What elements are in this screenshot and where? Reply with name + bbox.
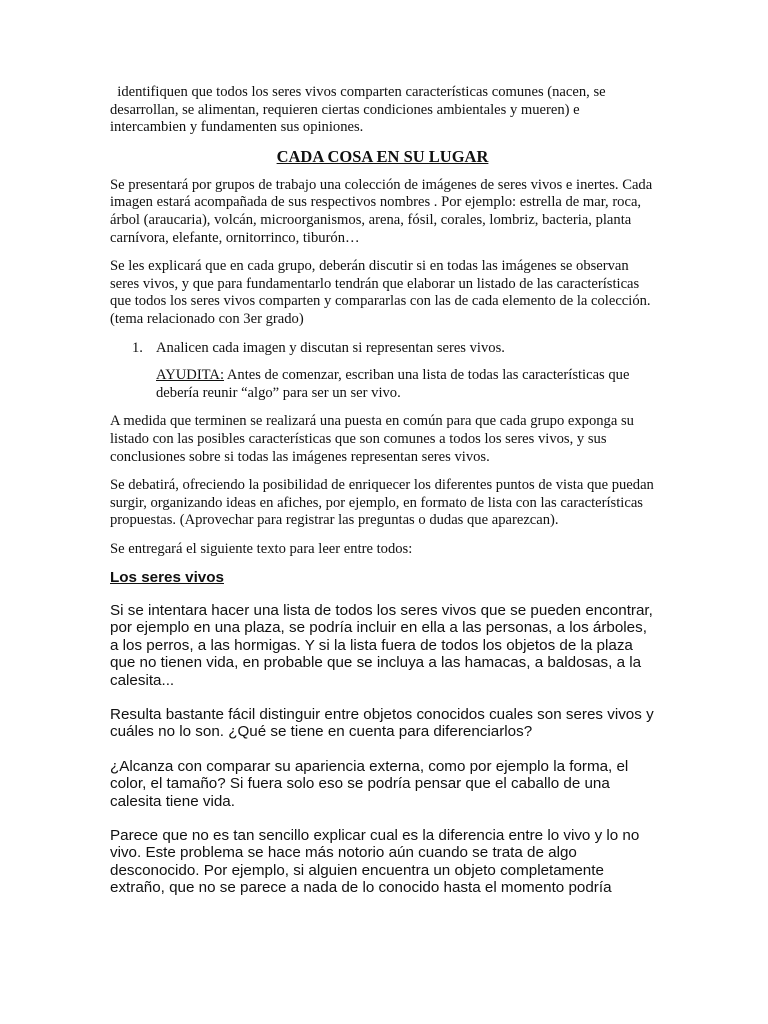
section-heading: CADA COSA EN SU LUGAR — [276, 146, 489, 166]
reading-paragraph: Si se intentara hacer una lista de todos los seres vivos que se pueden encontrar, por ejemplo en una plaza, se podría incluir en ella a las personas, a los árboles, a los perros, a las hormigas. Y si la lista fuera de todos los objetos de la plaza que no tienen vida, en probable que se incluya a las hamacas, a baldosas, a la calesita... — [110, 601, 653, 689]
hint-text: Antes de comenzar, escriban una lista de todas las características que debería reunir “algo” para ser un ser vivo. — [156, 367, 630, 401]
intro-paragraph — [110, 84, 655, 137]
list-item-text: Analicen cada imagen y discutan si representan seres vivos. — [156, 339, 505, 356]
document-page — [110, 84, 655, 897]
list-item-number: 1. — [132, 339, 143, 356]
hint-paragraph — [156, 367, 655, 402]
paragraph-sharing: A medida que terminen se realizará una puesta en común para que cada grupo exponga su listado con las posibles características que son comunes a todos los seres vivos, y sus conclusiones sobre si todas las imágenes representan seres vivos. — [110, 413, 634, 465]
paragraph-reading-intro: Se entregará el siguiente texto para leer entre todos: — [110, 540, 413, 557]
reading-paragraph: ¿Alcanza con comparar su apariencia externa, como por ejemplo la forma, el color, el tamaño? Si fuera solo eso se podría pensar que el caballo de una calesita tiene vida. — [110, 757, 629, 810]
reading-paragraph: Resulta bastante fácil distinguir entre objetos conocidos cuales son seres vivos y cuáles no lo son. ¿Qué se tiene en cuenta para diferenciarlos? — [110, 705, 654, 741]
hint-label: AYUDITA: — [156, 367, 225, 384]
steps-list — [110, 340, 655, 358]
paragraph-collection: Se presentará por grupos de trabajo una colección de imágenes de seres vivos e inertes. Cada imagen estará acompañada de sus respectivos nombres . Por ejemplo: estrella de mar, roca, árbol (araucaria), volcán, microorganismos, arena, fósil, corales, lombriz, bacteria, planta carnívora, elefante, ornitorrinco, tiburón… — [110, 176, 653, 246]
reading-paragraph: Parece que no es tan sencillo explicar cual es la diferencia entre lo vivo y lo no vivo. Este problema se hace más notorio aún cuando se trata de algo desconocido. Por ejemplo, si alguien encuentra un objeto completamente extraño, que no se parece a nada de lo conocido hasta el momento podría — [110, 826, 640, 897]
list-item — [110, 340, 655, 358]
paragraph-discussion: Se les explicará que en cada grupo, deberán discutir si en todas las imágenes se observan seres vivos, y que para fundamentarlo tendrán que elaborar un listado de las características que todos los seres vivos comparten y compararlas con las de cada elemento de la colección. (tema relacionado con 3er grado) — [110, 258, 651, 327]
intro-text: identifiquen que todos los seres vivos comparten características comunes (nacen, se desarrollan, se alimentan, requieren ciertas condiciones ambientales y mueren) e intercambien y fundamenten sus opiniones. — [110, 84, 606, 136]
paragraph-debate: Se debatirá, ofreciendo la posibilidad de enriquecer los diferentes puntos de vista que puedan surgir, organizando ideas en afiches, por ejemplo, en formato de lista con las características propuestas. (Aprovechar para registrar las preguntas o dudas que aparezcan). — [110, 477, 654, 529]
reading-title: Los seres vivos — [110, 569, 224, 587]
